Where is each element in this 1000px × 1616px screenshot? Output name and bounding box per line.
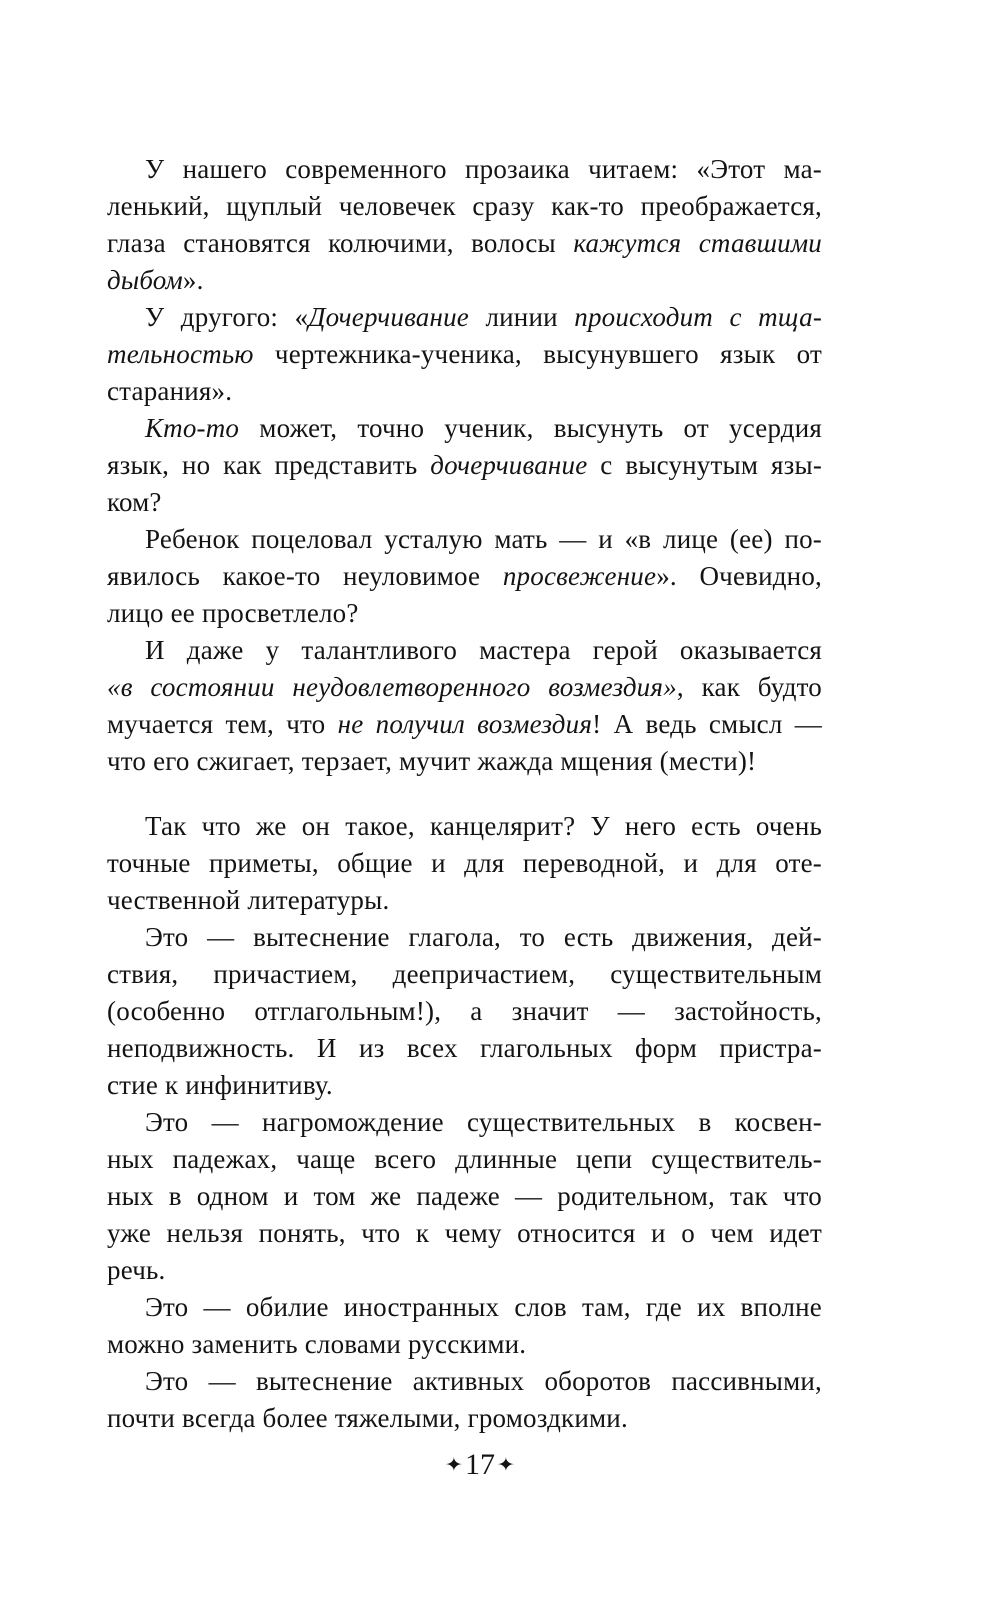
paragraph bbox=[107, 808, 822, 919]
text-line bbox=[107, 151, 822, 188]
italic-text-run: Кто-то bbox=[145, 413, 240, 443]
footer-ornament-right-icon: ✦ bbox=[496, 1454, 516, 1476]
text-run: речь. bbox=[107, 1255, 166, 1285]
text-run: язык, но как представить bbox=[107, 450, 431, 480]
text-run: Это — вытеснение активных оборотов пассивными, bbox=[145, 1366, 822, 1396]
text-line bbox=[107, 410, 822, 447]
text-line bbox=[107, 1326, 822, 1363]
text-line bbox=[107, 706, 822, 743]
text-line bbox=[107, 1215, 822, 1252]
text-run: ком? bbox=[107, 487, 162, 517]
text-line bbox=[107, 1067, 822, 1104]
text-run: что его сжигает, терзает, мучит жажда мщения (мести)! bbox=[107, 746, 757, 776]
text-run: , как будто bbox=[676, 672, 822, 702]
text-run: глаза становятся колючими, волосы bbox=[107, 228, 574, 258]
italic-text-run: тельностью bbox=[107, 339, 254, 369]
text-run: явилось какое-то неуловимое bbox=[107, 561, 503, 591]
paragraph bbox=[107, 1363, 822, 1437]
text-run: линии bbox=[468, 302, 575, 332]
text-line bbox=[107, 336, 822, 373]
text-line bbox=[107, 993, 822, 1030]
text-line bbox=[107, 669, 822, 706]
text-run: может, точно ученик, высунуть от усердия bbox=[239, 413, 822, 443]
text-run: Это — вытеснение глагола, то есть движения, дей- bbox=[145, 922, 822, 952]
italic-text-run: дочерчивание bbox=[430, 450, 588, 480]
text-line bbox=[107, 188, 822, 225]
text-line bbox=[107, 447, 822, 484]
text-line bbox=[107, 373, 822, 410]
text-line bbox=[107, 845, 822, 882]
paragraph bbox=[107, 299, 822, 410]
text-line bbox=[107, 595, 822, 632]
text-run: ». bbox=[182, 265, 204, 295]
text-line bbox=[107, 743, 822, 780]
paragraph bbox=[107, 1289, 822, 1363]
text-line bbox=[107, 919, 822, 956]
text-run: Это — обилие иностранных слов там, где их вполне bbox=[145, 1292, 822, 1322]
text-line bbox=[107, 558, 822, 595]
italic-text-run: происходит с тща- bbox=[574, 302, 822, 332]
italic-text-run: не получил возмездия bbox=[337, 709, 593, 739]
text-run: можно заменить словами русскими. bbox=[107, 1329, 527, 1359]
text-run: Ребенок поцеловал усталую мать — и «в лице (ее) по- bbox=[145, 524, 822, 554]
text-line bbox=[107, 1178, 822, 1215]
text-run: ! А ведь смысл — bbox=[592, 709, 822, 739]
text-line bbox=[107, 1252, 822, 1289]
text-run: Это — нагромождение существительных в косвен- bbox=[145, 1107, 822, 1137]
paragraph bbox=[107, 410, 822, 521]
text-line bbox=[107, 299, 822, 336]
text-line bbox=[107, 632, 822, 669]
text-run: У другого: « bbox=[145, 302, 309, 332]
text-run: точные приметы, общие и для переводной, и для оте- bbox=[107, 848, 822, 878]
page-footer bbox=[0, 1448, 960, 1482]
paragraph bbox=[107, 521, 822, 632]
page-number: 17 bbox=[465, 1448, 495, 1481]
text-run: чественной литературы. bbox=[107, 885, 390, 915]
text-run: ных в одном и том же падеже — родительном, так что bbox=[107, 1181, 822, 1211]
text-line bbox=[107, 1030, 822, 1067]
text-line bbox=[107, 1363, 822, 1400]
text-run: мучается тем, что bbox=[107, 709, 338, 739]
footer-ornament-left-icon: ✦ bbox=[444, 1454, 464, 1476]
text-run: ных падежах, чаще всего длинные цепи существитель- bbox=[107, 1144, 822, 1174]
text-line bbox=[107, 956, 822, 993]
text-run: (особенно отглагольным!), а значит — застойность, bbox=[107, 996, 822, 1026]
text-run: почти всегда более тяжелыми, громоздкими. bbox=[107, 1403, 628, 1433]
text-run: стие к инфинитиву. bbox=[107, 1070, 333, 1100]
text-run: ствия, причастием, деепричастием, существительным bbox=[107, 959, 822, 989]
text-run: Так что же он такое, канцелярит? У него есть очень bbox=[145, 811, 822, 841]
text-run: У нашего современного прозаика читаем: «Этот ма- bbox=[145, 154, 822, 184]
text-run: ленький, щуплый человечек сразу как-то преображается, bbox=[107, 191, 822, 221]
italic-text-run: Дочерчивание bbox=[308, 302, 469, 332]
text-line bbox=[107, 484, 822, 521]
italic-text-run: «в состоянии неудовлетворенного возмездия» bbox=[107, 672, 677, 702]
text-line bbox=[107, 808, 822, 845]
text-line bbox=[107, 1104, 822, 1141]
paragraph bbox=[107, 632, 822, 780]
text-line bbox=[107, 1400, 822, 1437]
italic-text-run: дыбом bbox=[107, 265, 183, 295]
text-run: лицо ее просветлело? bbox=[107, 598, 359, 628]
italic-text-run: кажутся ставшими bbox=[573, 228, 822, 258]
paragraph bbox=[107, 151, 822, 299]
text-run: чертежника-ученика, высунувшего язык от bbox=[253, 339, 822, 369]
text-line bbox=[107, 1141, 822, 1178]
text-run: И даже у талантливого мастера герой оказывается bbox=[145, 635, 822, 665]
text-line bbox=[107, 882, 822, 919]
text-run: неподвижность. И из всех глагольных форм пристра- bbox=[107, 1033, 822, 1063]
text-block bbox=[107, 151, 822, 1437]
paragraph bbox=[107, 919, 822, 1104]
paragraph bbox=[107, 1104, 822, 1289]
text-run: уже нельзя понять, что к чему относится и о чем идет bbox=[107, 1218, 822, 1248]
text-run: с высунутым язы- bbox=[587, 450, 822, 480]
text-line bbox=[107, 262, 822, 299]
italic-text-run: просвежение bbox=[502, 561, 657, 591]
text-run: старания». bbox=[107, 376, 233, 406]
text-line bbox=[107, 521, 822, 558]
text-line bbox=[107, 1289, 822, 1326]
text-line bbox=[107, 225, 822, 262]
text-run: ». Очевидно, bbox=[656, 561, 822, 591]
